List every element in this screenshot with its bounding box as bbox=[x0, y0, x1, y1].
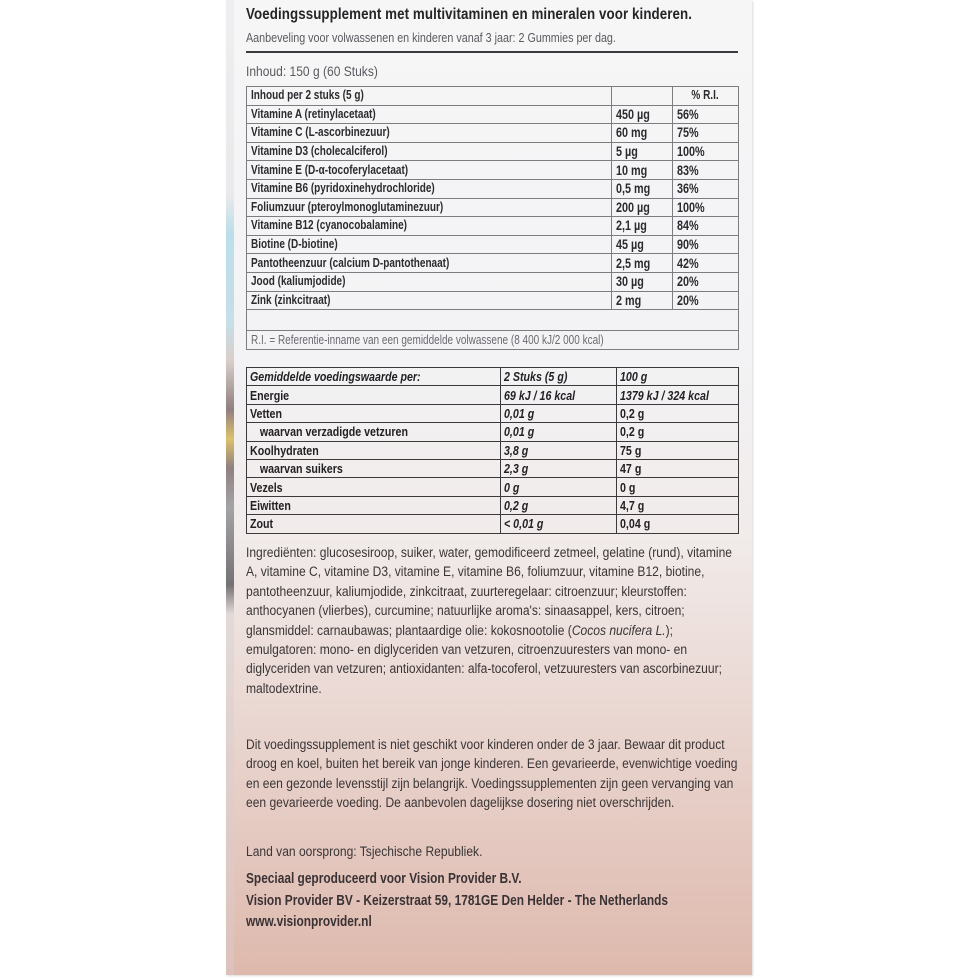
per-serving-value: 0 g bbox=[504, 479, 520, 495]
vitamin-amount: 5 µg bbox=[616, 144, 638, 160]
vitamin-ri: 83% bbox=[677, 162, 699, 178]
per-100g-value: 47 g bbox=[620, 461, 642, 477]
vitamin-name: Vitamine B12 (cyanocobalamine) bbox=[251, 218, 407, 233]
vitamin-amount: 0,5 mg bbox=[616, 181, 651, 197]
vitamin-row bbox=[247, 272, 739, 291]
vitamin-amount: 2,5 mg bbox=[616, 255, 651, 271]
nutrient-label: Vetten bbox=[250, 405, 282, 421]
per-serving-value: 0,2 g bbox=[504, 497, 529, 513]
empty-row bbox=[247, 310, 739, 331]
nutrition-row bbox=[247, 459, 739, 477]
vitamin-row bbox=[247, 254, 739, 273]
vitamin-name: Vitamine C (L-ascorbinezuur) bbox=[251, 125, 390, 140]
per-100g-value: 0,2 g bbox=[620, 405, 645, 421]
nutrition-row bbox=[247, 423, 739, 441]
vitamin-amount: 60 mg bbox=[616, 125, 648, 141]
nutrition-row bbox=[247, 386, 739, 404]
net-content: Inhoud: 150 g (60 Stuks) bbox=[246, 63, 378, 79]
nutrient-label: Koolhydraten bbox=[250, 442, 319, 458]
nutrition-row bbox=[247, 478, 739, 496]
vitamin-ri: 84% bbox=[677, 218, 699, 234]
vitamin-amount: 200 µg bbox=[616, 199, 650, 215]
divider-rule bbox=[246, 51, 738, 53]
country-of-origin: Land van oorsprong: Tsjechische Republiek. bbox=[246, 844, 483, 860]
per-serving-value: 0,01 g bbox=[504, 424, 535, 440]
nutrient-label: waarvan verzadigde vetzuren bbox=[259, 424, 408, 440]
nutrition-table bbox=[246, 367, 739, 534]
nutrition-table-header bbox=[247, 368, 739, 386]
vitamin-row bbox=[247, 105, 739, 124]
vitamin-amount: 45 µg bbox=[616, 237, 644, 253]
vitamin-row bbox=[247, 235, 739, 254]
vitamin-name: Pantotheenzuur (calcium D-pantothenaat) bbox=[251, 255, 450, 270]
per-serving-value: < 0,01 g bbox=[504, 516, 544, 532]
vitamin-row bbox=[247, 217, 739, 236]
per-100g-value: 75 g bbox=[620, 442, 642, 458]
vitamin-ri: 20% bbox=[677, 292, 699, 308]
per-serving-value: 0,01 g bbox=[504, 405, 535, 421]
vitamin-name: Jood (kaliumjodide) bbox=[251, 274, 346, 289]
vitamin-name: Vitamine B6 (pyridoxinehydrochloride) bbox=[251, 181, 435, 196]
header-label: Gemiddelde voedingswaarde per: bbox=[250, 369, 421, 385]
vitamin-row bbox=[247, 291, 739, 310]
vitamin-amount: 2 mg bbox=[616, 292, 642, 308]
latin-name: Cocos nucifera L. bbox=[571, 622, 666, 639]
vitamin-ri: 90% bbox=[677, 237, 699, 253]
nutrition-row bbox=[247, 515, 739, 533]
vitamin-ri: 100% bbox=[677, 144, 705, 160]
per-serving-value: 69 kJ / 16 kcal bbox=[504, 387, 576, 403]
vitamin-name: Foliumzuur (pteroylmonoglutaminezuur) bbox=[251, 199, 444, 214]
warnings-text: Dit voedingssupplement is niet geschikt voor kinderen onder de 3 jaar. Bewaar dit product droog en koel, buiten het bereik van jonge kinderen. Een gevarieerde, evenwichtige voeding en een gezonde levensstijl zijn belangrijk. Voedingssupplementen zijn geen vervanging van een gevarieerde voeding. De aanbevolen dagelijkse dosering niet overschrijden. bbox=[246, 737, 738, 812]
company-line1: Speciaal geproduceerd voor Vision Provider B.V. bbox=[246, 871, 522, 887]
vitamin-row bbox=[247, 142, 739, 161]
vitamin-ri: 100% bbox=[677, 199, 705, 215]
vitamin-name: Vitamine E (D-α-tocoferylacetaat) bbox=[251, 162, 409, 177]
per-100g-value: 0,04 g bbox=[620, 516, 651, 532]
vitamin-ri: 20% bbox=[677, 274, 699, 290]
vitamin-ri: 36% bbox=[677, 181, 699, 197]
vitamin-row bbox=[247, 179, 739, 198]
nutrient-label: waarvan suikers bbox=[259, 461, 343, 477]
dosage-recommendation: Aanbeveling voor volwassenen en kinderen vanaf 3 jaar: 2 Gummies per dag. bbox=[246, 31, 616, 45]
per-100g-value: 1379 kJ / 324 kcal bbox=[620, 387, 709, 403]
per-serving-value: 3,8 g bbox=[504, 442, 529, 458]
vitamins-table bbox=[246, 86, 739, 350]
nutrient-label: Zout bbox=[250, 516, 274, 532]
vitamin-amount: 450 µg bbox=[616, 106, 650, 122]
vitamin-row bbox=[247, 124, 739, 143]
company-info bbox=[246, 869, 668, 934]
vitamin-name: Biotine (D-biotine) bbox=[251, 237, 338, 252]
per-serving-value: 2,3 g bbox=[504, 461, 529, 477]
ingredients-text: Ingrediënten: glucosesiroop, suiker, water, gemodificeerd zetmeel, gelatine (rund), vitamine A, vitamine C, vitamine D3, vitamine E, vitamine B6, foliumzuur, vitamine B12, biotine, pantotheenzuur, kaliumjodide, zinkcitraat, zuurteregelaar: citroenzuur; kleurstoffen: anthocyanen (vlierbes), curcumine; natuurlijke aroma's: sinaasappel, kers, citroen; glansmiddel: carnaubawas; plantaardige olie: kokosnootolie (Cocos nucifera L.); emulgatoren: mono- en diglyceriden van vetzuren, citroenzuuresters van mono- en diglyceriden van vetzuren; antioxidanten: alfa-tocoferol, vetzuuresters van ascorbinezuur; maltodextrine. bbox=[246, 545, 732, 697]
vitamin-name: Vitamine D3 (cholecalciferol) bbox=[251, 144, 388, 159]
nutrition-row bbox=[247, 404, 739, 422]
per-100g-value: 0,2 g bbox=[620, 424, 645, 440]
product-title: Voedingssupplement met multivitaminen en mineralen voor kinderen. bbox=[246, 6, 693, 23]
nutrition-row bbox=[247, 496, 739, 514]
ri-footnote-row bbox=[247, 331, 739, 350]
vitamin-row bbox=[247, 198, 739, 217]
package-side-edge bbox=[226, 0, 234, 975]
vitamin-ri: 56% bbox=[677, 106, 699, 122]
per-100g-value: 4,7 g bbox=[620, 497, 645, 513]
company-address: Vision Provider BV - Keizerstraat 59, 1781GE Den Helder - The Netherlands bbox=[246, 892, 669, 909]
header-per-serving: 2 Stuks (5 g) bbox=[504, 369, 568, 385]
vitamin-amount: 2,1 µg bbox=[616, 218, 647, 234]
vitamin-amount: 10 mg bbox=[616, 162, 648, 178]
per-100g-value: 0 g bbox=[620, 479, 636, 495]
header-ri: % R.I. bbox=[691, 88, 719, 103]
header-name: Inhoud per 2 stuks (5 g) bbox=[251, 88, 364, 103]
nutrient-label: Vezels bbox=[250, 479, 283, 495]
nutrition-row bbox=[247, 441, 739, 459]
nutrient-label: Eiwitten bbox=[250, 497, 291, 513]
ri-footnote: R.I. = Referentie-inname van een gemiddelde volwassene (8 400 kJ/2 000 kcal) bbox=[251, 332, 604, 347]
vitamin-amount: 30 µg bbox=[616, 274, 644, 290]
vitamins-table-header bbox=[247, 87, 739, 106]
vitamin-name: Zink (zinkcitraat) bbox=[251, 292, 331, 307]
vitamin-row bbox=[247, 161, 739, 180]
nutrient-label: Energie bbox=[250, 387, 290, 403]
header-per-100g: 100 g bbox=[620, 369, 648, 385]
vitamin-ri: 42% bbox=[677, 255, 699, 271]
vitamin-ri: 75% bbox=[677, 125, 699, 141]
company-website: www.visionprovider.nl bbox=[246, 914, 372, 930]
vitamin-name: Vitamine A (retinylacetaat) bbox=[251, 106, 376, 121]
